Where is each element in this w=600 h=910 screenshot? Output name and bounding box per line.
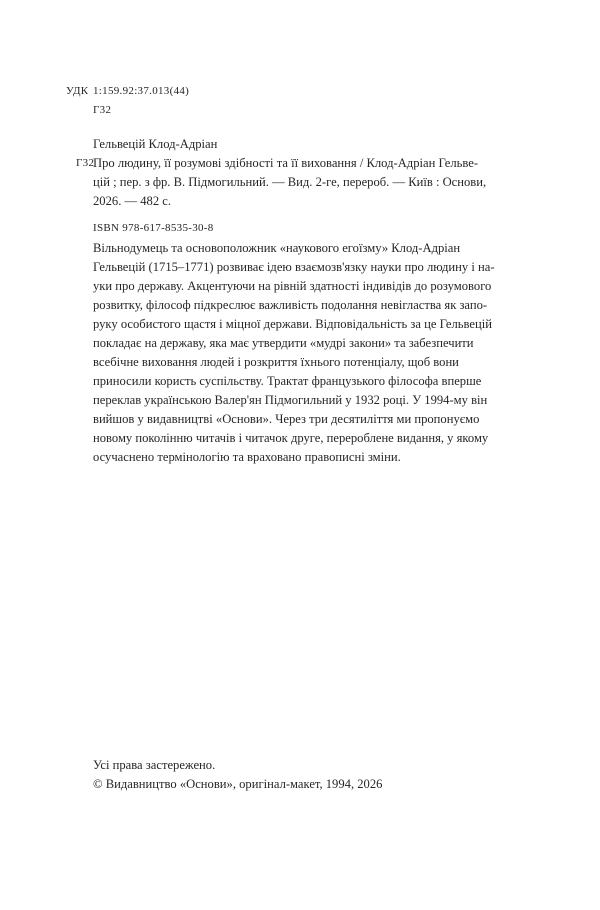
annotation-line: Вільнодумець та основоположник «наукового егоїзму» Клод-Адріан [93,241,461,255]
catalog-line: 2026. — 482 с. [93,194,172,208]
annotation-line: осучаснено термінологію та враховано правописні зміни. [93,450,401,464]
annotation-line: покладає на державу, яка має утвердити «мудрі закони» та забезпечити [93,336,474,350]
annotation-line: уки про державу. Акцентуючи на рівній здатності індивідів до розумового [93,279,492,293]
annotation-line: новому поколінню читачів і читачок друге, перероблене видання, у якому [93,431,489,445]
catalog-line: цій ; пер. з фр. В. Підмогильний. — Вид. 2-ге, перероб. — Київ : Основи, [93,175,487,189]
annotation-line: переклав українською Валер'ян Підмогильний у 1932 році. У 1994-му він [93,393,488,407]
annotation-line: руку особистого щастя і міцної держави. Відповідальність за це Гельвецій [93,317,492,331]
annotation-line: приносили користь суспільству. Трактат французького філософа вперше [93,374,482,388]
annotation-line: вийшов у видавництві «Основи». Через три десятиліття ми пропонуємо [93,412,480,426]
udk-class-mark: Г32 [93,104,112,116]
catalog-side-mark: Г32 [76,157,95,169]
annotation-line: Гельвецій (1715–1771) розвиває ідею взаємозв'язку науки про людину і на- [93,260,495,274]
copyright-line: © Видавництво «Основи», оригінал-макет, 1994, 2026 [93,777,383,791]
udk-label: УДК [66,85,89,97]
catalog-line: Про людину, її розумові здібності та її виховання / Клод-Адріан Гельве- [93,156,479,170]
rights-reserved: Усі права застережено. [93,758,216,772]
annotation-line: розвитку, філософ підкреслює важливість подолання невігластва як запо- [93,298,488,312]
annotation-line: всебічне виховання людей і розкриття їхнього потенціалу, щоб вони [93,355,459,369]
catalog-author: Гельвецій Клод-Адріан [93,137,218,151]
udk-code: 1:159.92:37.013(44) [93,85,190,97]
isbn: ISBN 978-617-8535-30-8 [93,222,214,234]
